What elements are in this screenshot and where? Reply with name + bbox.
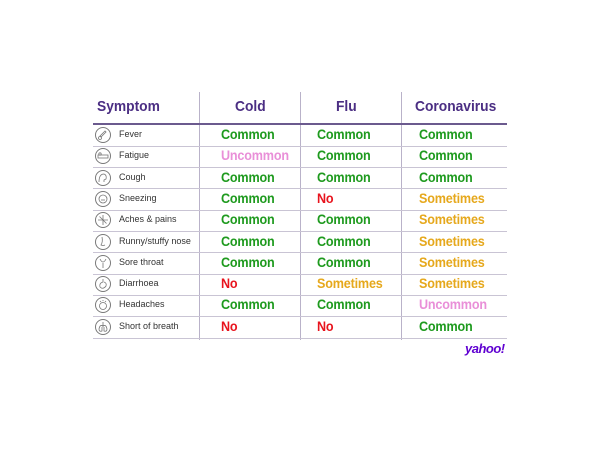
flu-value: Common [317,147,371,164]
header-symptom: Symptom [97,98,160,115]
table-row [93,189,507,210]
stomach-icon [95,276,111,292]
coronavirus-value: Common [419,126,473,142]
symptom-label: Runny/stuffy nose [119,235,191,246]
flu-value: Common [317,296,371,313]
table-row [93,168,507,189]
flu-value: No [317,189,334,206]
table-row [93,125,507,146]
table-row [93,232,507,253]
flu-value: No [317,317,334,334]
table-row [93,274,507,295]
cold-value: Common [221,126,275,142]
flu-value: Common [317,211,371,228]
header-flu: Flu [336,98,357,115]
header-coronavirus: Coronavirus [415,98,497,115]
flu-value: Common [317,168,371,185]
cold-value: Common [221,189,275,206]
flu-value: Common [317,232,371,249]
coronavirus-value: Common [419,168,473,185]
symptom-label: Sore throat [119,256,164,267]
cold-value: Common [221,253,275,270]
coronavirus-value: Sometimes [419,232,485,249]
coronavirus-value: Sometimes [419,189,485,206]
coronavirus-value: Sometimes [419,275,485,292]
nose-icon [95,234,111,250]
cold-value: Common [221,232,275,249]
flu-value: Common [317,126,371,142]
symptom-label: Fever [119,129,143,139]
cold-value: Common [221,211,275,228]
table-row [93,253,507,274]
cold-value: Common [221,168,275,185]
row-divider [93,338,507,339]
bed-icon [95,148,111,164]
cold-value: No [221,275,238,292]
symptom-label: Aches & pains [119,214,177,225]
symptom-table [93,92,507,334]
symptom-label: Short of breath [119,320,179,331]
symptom-label: Headaches [119,299,165,310]
thermometer-icon [95,127,111,143]
headache-icon [95,297,111,313]
coronavirus-value: Sometimes [419,253,485,270]
symptom-label: Sneezing [119,192,157,203]
symptom-label: Diarrhoea [119,278,159,289]
coronavirus-value: Common [419,317,473,334]
symptom-label: Fatigue [119,150,150,161]
symptom-label: Cough [119,171,146,182]
cough-icon [95,170,111,186]
yahoo-logo: yahoo! [465,341,505,356]
aches-icon [95,212,111,228]
table-row [93,317,507,338]
table-row [93,146,507,167]
table-row [93,295,507,316]
throat-icon [95,255,111,271]
flu-value: Sometimes [317,275,383,292]
cold-value: Common [221,296,275,313]
table-row [93,210,507,231]
coronavirus-value: Uncommon [419,296,487,313]
coronavirus-value: Common [419,147,473,164]
cold-value: Uncommon [221,147,289,164]
coronavirus-value: Sometimes [419,211,485,228]
cold-value: No [221,317,238,334]
header-cold: Cold [235,98,266,115]
flu-value: Common [317,253,371,270]
lungs-icon [95,319,111,335]
sneeze-icon [95,191,111,207]
